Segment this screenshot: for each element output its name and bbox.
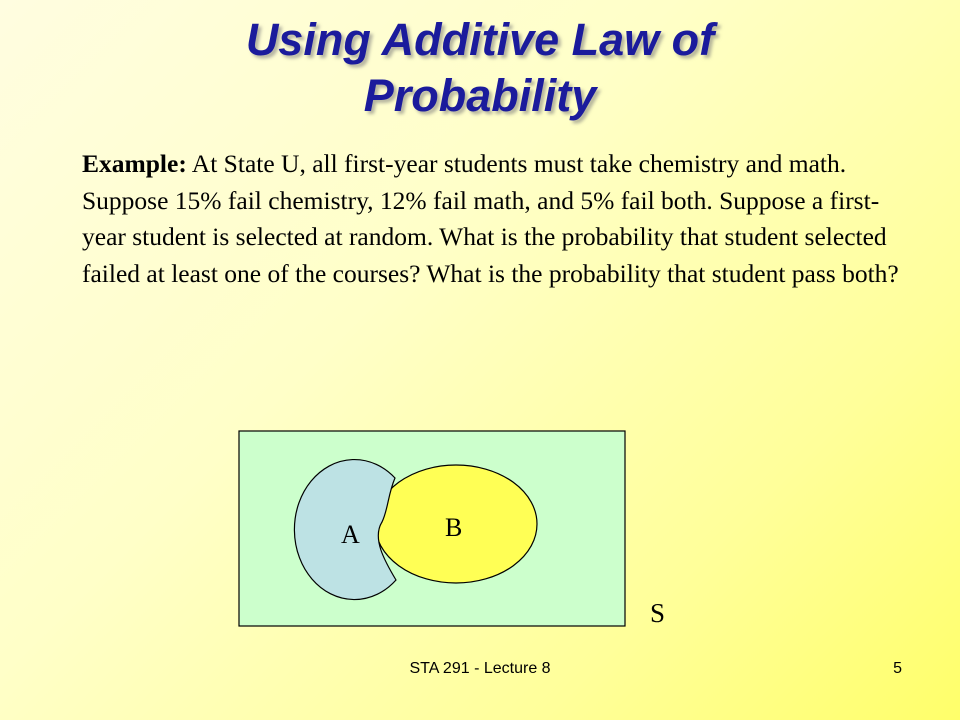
venn-diagram [238, 430, 628, 628]
sample-space-label: S [650, 598, 666, 628]
set-a-label: A [341, 520, 360, 549]
title-line-2: Probability [363, 70, 597, 121]
footer-page-number: 5 [893, 660, 902, 677]
slide-title [0, 12, 960, 124]
example-text: At State U, all first-year students must take chemistry and math. Suppose 15% fail chemistry, 12% fail math, and 5% fail both. Suppose a first-year student is selected at random. What is the probability that student selected failed at least one of the courses? What is the probability that student pass both? [82, 149, 899, 288]
slide-footer [0, 660, 960, 688]
example-paragraph [82, 146, 912, 292]
footer-course: STA 291 - Lecture 8 [409, 660, 551, 677]
example-label: Example: [82, 149, 187, 178]
set-b-label: B [445, 513, 463, 542]
title-line-1: Using Additive Law of [245, 14, 715, 65]
